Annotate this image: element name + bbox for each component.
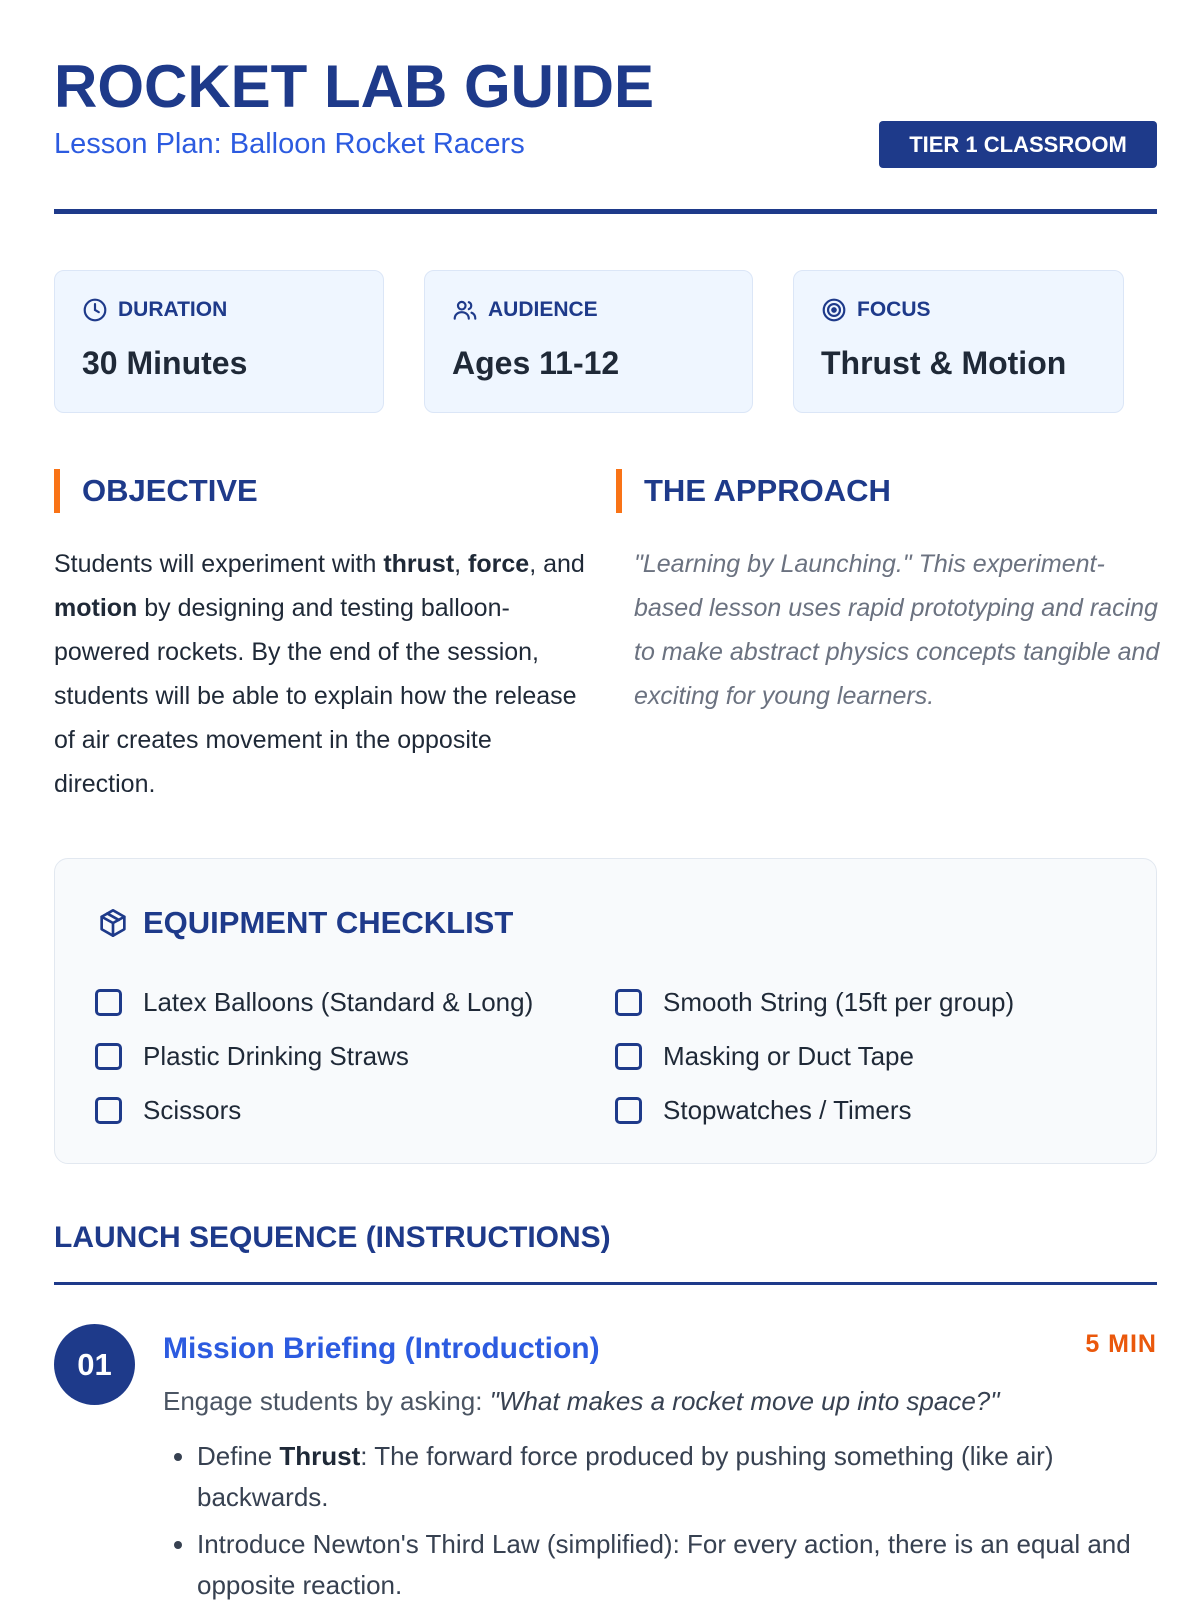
checklist-item[interactable]: [95, 975, 533, 1029]
equipment-checklist: [54, 858, 1157, 1164]
launch-sequence-heading: LAUNCH SEQUENCE (INSTRUCTIONS): [54, 1221, 611, 1254]
objective-text-part: ,: [454, 550, 469, 578]
tier-badge: TIER 1 CLASSROOM: [879, 121, 1157, 168]
duration-card-label: [82, 297, 227, 323]
bullet-text: : The forward force produced by pushing something (like air) backwards.: [197, 1441, 1054, 1512]
approach-heading: THE APPROACH: [616, 469, 891, 513]
checklist-item[interactable]: [615, 1083, 1014, 1137]
objective-keyword-thrust: thrust: [383, 550, 455, 578]
checkbox[interactable]: [615, 989, 642, 1016]
header-divider: [54, 209, 1157, 214]
page-subtitle: Lesson Plan: Balloon Rocket Racers: [54, 128, 525, 160]
page-title: ROCKET LAB GUIDE: [54, 53, 654, 120]
focus-card-label: [821, 297, 931, 323]
step-bullet-list: [163, 1436, 1163, 1612]
bullet-text: Define: [197, 1441, 280, 1471]
approach-text: "Learning by Launching." This experiment-based lesson uses rapid prototyping and racing to make abstract physics concepts tangible and exciting for young learners.: [634, 550, 1160, 710]
equipment-heading: [97, 905, 513, 941]
objective-keyword-force: force: [468, 550, 530, 578]
list-item: • Introduce Newton's Third Law (simplified): For every action, there is an equal and opposite reaction.: [197, 1524, 1163, 1606]
audience-value: Ages 11-12: [452, 345, 620, 381]
duration-value: 30 Minutes: [82, 345, 248, 381]
launch-divider: [54, 1282, 1157, 1285]
checkbox[interactable]: [615, 1043, 642, 1070]
objective-heading: OBJECTIVE: [54, 469, 258, 513]
target-icon: [821, 297, 847, 323]
checklist-item[interactable]: [95, 1083, 533, 1137]
step-intro-quote: "What makes a rocket move up into space?": [489, 1386, 1000, 1416]
checkbox[interactable]: [615, 1097, 642, 1124]
list-item: [197, 1436, 1163, 1518]
focus-value: Thrust & Motion: [821, 345, 1067, 381]
checklist-item-label: Scissors: [143, 1094, 242, 1125]
checkbox[interactable]: [95, 1097, 122, 1124]
focus-card: [793, 270, 1124, 413]
objective-text-part: , and: [529, 550, 585, 578]
checkbox[interactable]: [95, 1043, 122, 1070]
objective-text-part: by designing and testing balloon-powered rockets. By the end of the session, students will be able to explain how the release of air creates movement in the opposite direction.: [54, 594, 577, 798]
objective-keyword-motion: motion: [54, 594, 138, 622]
checklist-item[interactable]: [615, 975, 1014, 1029]
checklist-item-label: Smooth String (15ft per group): [663, 986, 1015, 1017]
step-title: Mission Briefing (Introduction): [163, 1332, 600, 1365]
bullet-keyword: Thrust: [279, 1441, 361, 1471]
checklist-item-label: Stopwatches / Timers: [663, 1094, 912, 1125]
checklist-item[interactable]: [95, 1029, 533, 1083]
checklist-item-label: Masking or Duct Tape: [663, 1040, 914, 1071]
checkbox[interactable]: [95, 989, 122, 1016]
focus-label-text: FOCUS: [857, 298, 931, 321]
objective-text: [54, 542, 594, 806]
duration-label-text: DURATION: [118, 298, 228, 321]
users-icon: [452, 297, 478, 323]
step-intro-prefix: Engage students by asking:: [163, 1386, 490, 1416]
equipment-list-right: [615, 975, 1014, 1137]
equipment-heading-text: EQUIPMENT CHECKLIST: [143, 905, 514, 940]
clock-icon: [82, 297, 108, 323]
package-icon: [97, 907, 129, 939]
audience-card-label: [452, 297, 598, 323]
step-intro: [163, 1386, 1163, 1417]
step-number-badge: 01: [54, 1324, 135, 1405]
checklist-item-label: Latex Balloons (Standard & Long): [143, 986, 534, 1017]
step-duration: 5 MIN: [1085, 1330, 1157, 1358]
checklist-item[interactable]: [615, 1029, 1014, 1083]
objective-text-part: Students will experiment with: [54, 550, 384, 578]
audience-label-text: AUDIENCE: [488, 298, 598, 321]
checklist-item-label: Plastic Drinking Straws: [143, 1040, 409, 1071]
equipment-list-left: [95, 975, 533, 1137]
audience-card: [424, 270, 753, 413]
duration-card: [54, 270, 384, 413]
